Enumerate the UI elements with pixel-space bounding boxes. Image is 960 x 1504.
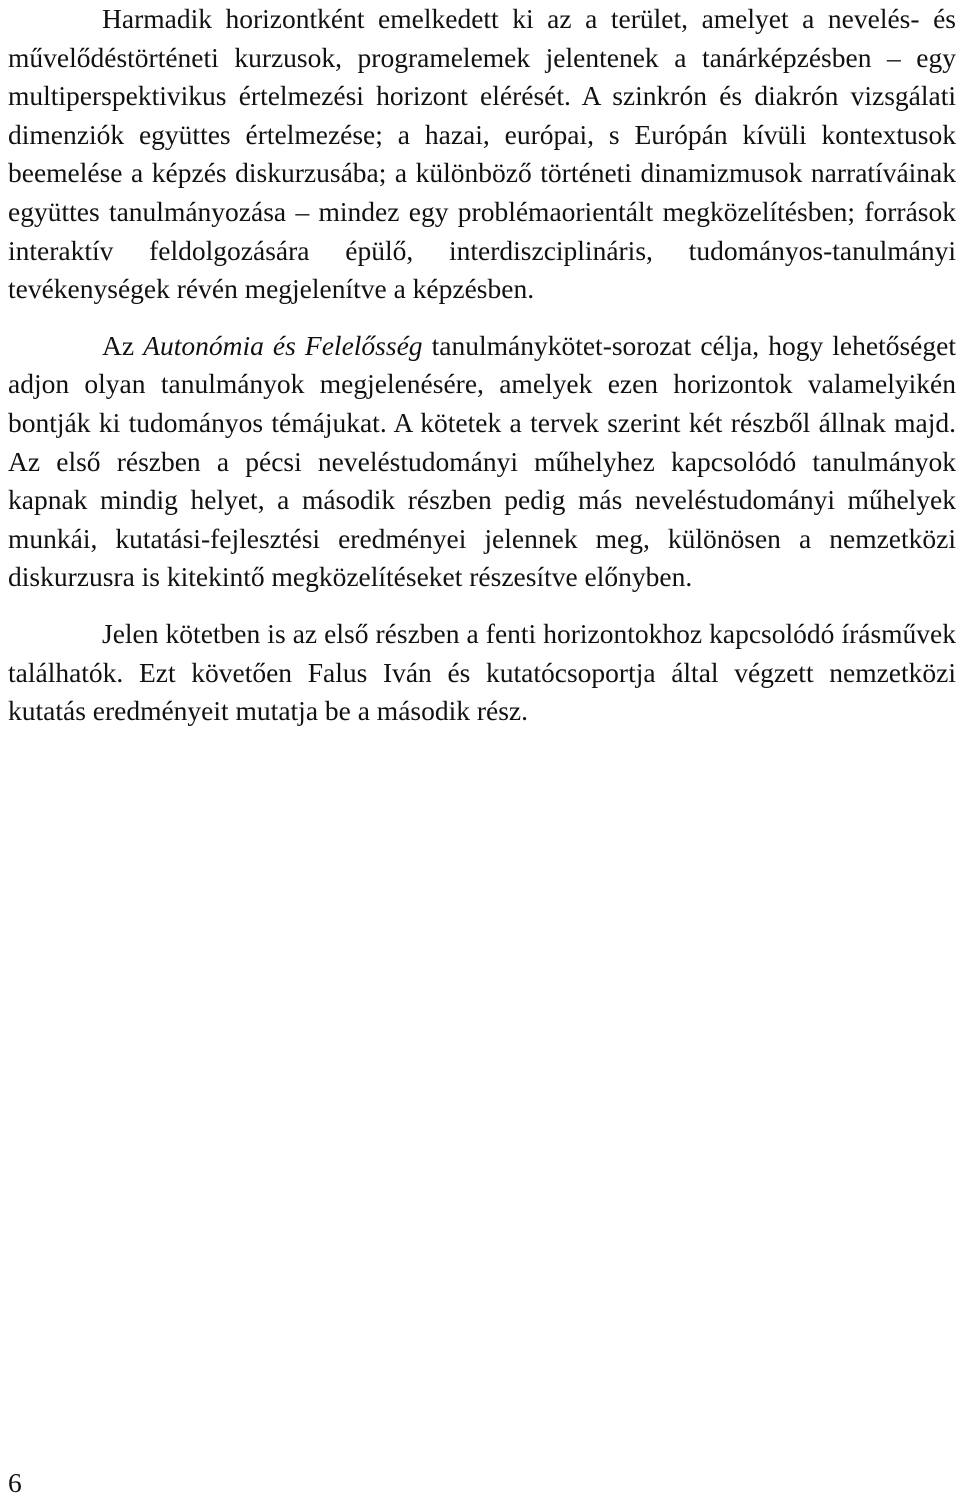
- paragraph-2: [8, 327, 956, 597]
- page-number: 6: [8, 1467, 22, 1498]
- paragraph-2-body: tanulmánykötet-sorozat célja, hogy lehetőséget adjon olyan tanulmányok megjelenésére, amelyek ezen horizontok valamelyikén bontják ki tudományos témájukat. A kötetek a tervek szerint két részből állnak majd. Az első részben a pécsi neveléstudományi műhelyhez kapcsolódó tanulmányok kapnak mindig helyet, a második részben pedig más neveléstudományi műhelyek munkái, kutatási-fejlesztési eredményei jelennek meg, különösen a nemzetközi diskurzusra is kitekintő megközelítéseket részesítve előnyben.: [8, 329, 956, 593]
- document-page: [8, 0, 956, 731]
- paragraph-3: Jelen kötetben is az első részben a fenti horizontokhoz kapcsolódó írásművek találhatók. Ezt követően Falus Iván és kutatócsoportja által végzett nemzetközi kutatás eredményeit mutatja be a második rész.: [8, 617, 956, 727]
- paragraph-1: Harmadik horizontként emelkedett ki az a terület, amelyet a nevelés- és művelődéstörténeti kurzusok, programelemek jelentenek a tanárképzésben – egy multiperspektivikus értelmezési horizont elérését. A szinkrón és diakrón vizsgálati dimenziók együttes értelmezése; a hazai, európai, s Európán kívüli kontextusok beemelése a képzés diskurzusába; a különböző történeti dinamizmusok narratíváinak együttes tanulmányozása – mindez egy problémaorientált megközelítésben; források interaktív feldolgozására épülő, interdiszciplináris, tudományos-tanulmányi tevékenységek révén megjelenítve a képzésben.: [8, 3, 956, 305]
- paragraph-2-lead: Az: [102, 329, 144, 361]
- book-series-title: Autonómia és Felelősség: [143, 329, 423, 361]
